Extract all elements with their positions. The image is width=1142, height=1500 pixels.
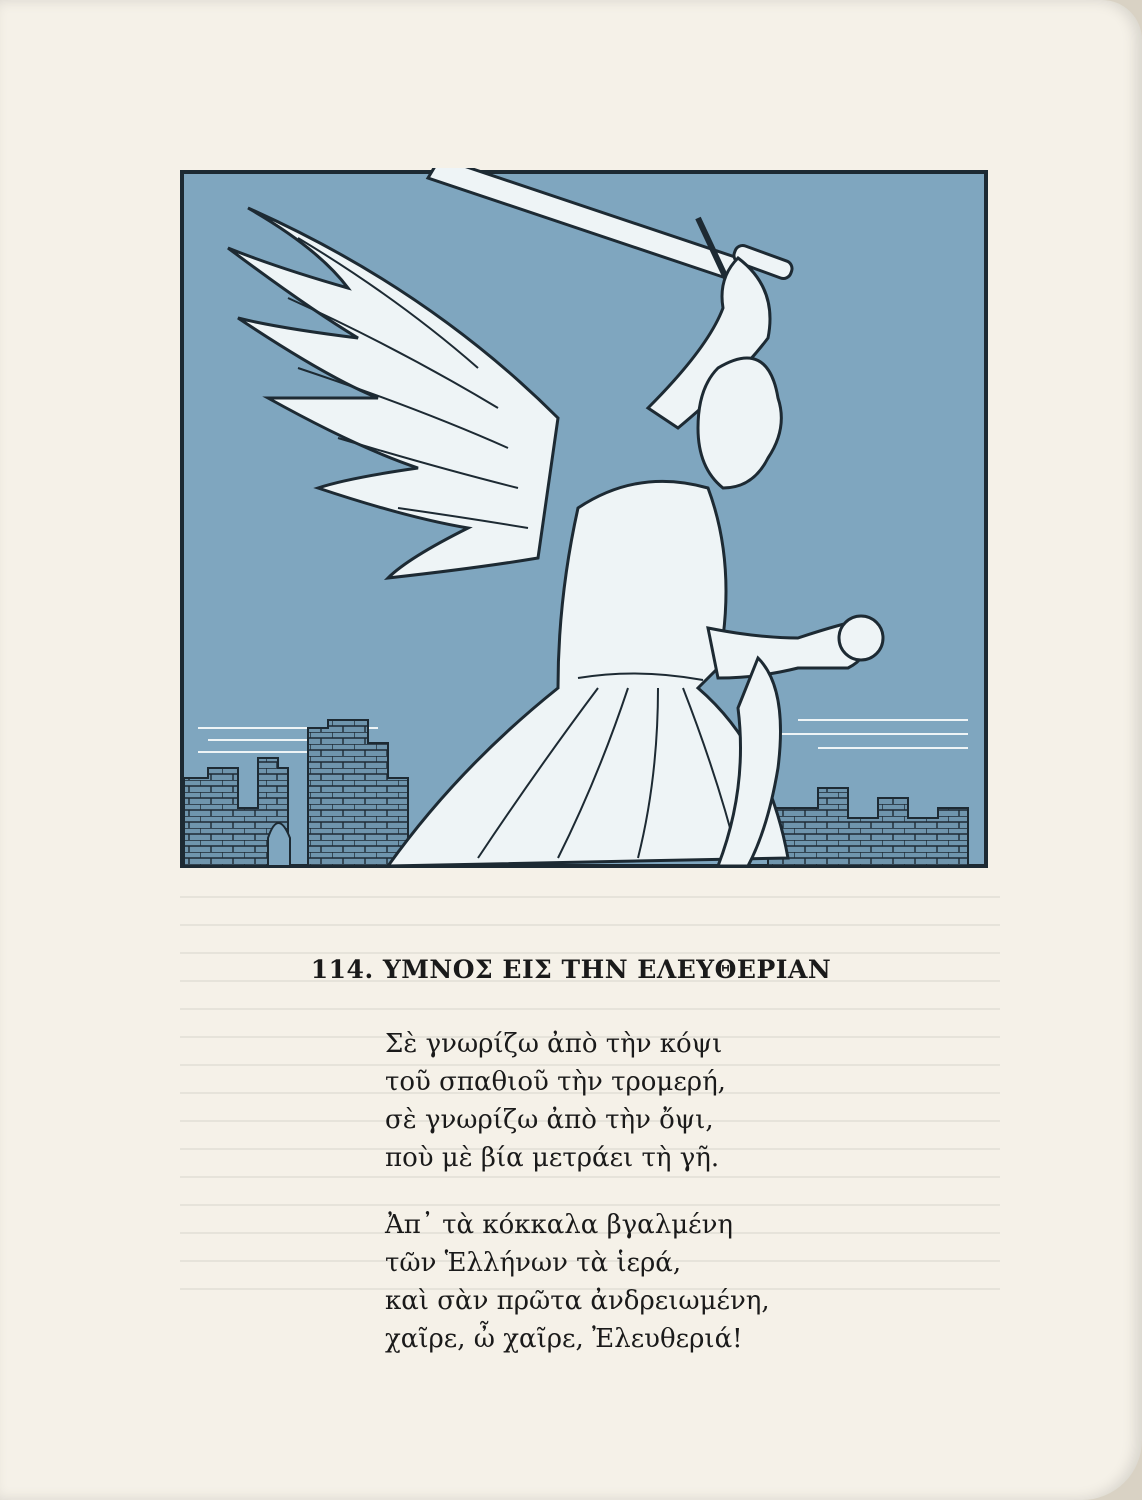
stanza-1 [385,1025,770,1177]
poem-line: Ἀπ᾽ τὰ κόκκαλα βγαλμένη [385,1210,733,1240]
poem-title: 114. ΥΜΝΟΣ ΕΙΣ ΤΗΝ ΕΛΕΥΘΕΡΙΑΝ [310,955,832,984]
poem-line: καὶ σὰν πρῶτα ἀνδρειωμένη, [385,1286,770,1316]
poem-line: σὲ γνωρίζω ἀπὸ τὴν ὄψι, [385,1105,714,1135]
poem-body [385,1025,770,1387]
poem-line: χαῖρε, ὦ χαῖρε, Ἐλευθεριά! [385,1324,743,1354]
stanza-2 [385,1206,770,1358]
poem-line: Σὲ γνωρίζω ἀπὸ τὴν κόψι [385,1029,723,1059]
poem-line: ποὺ μὲ βία μετράει τὴ γῆ. [385,1143,720,1173]
winged-liberty-with-sword-icon [178,168,990,870]
poem-line: τοῦ σπαθιοῦ τὴν τρομερή, [385,1067,726,1097]
liberty-illustration [178,168,990,870]
poem-line: τῶν Ἑλλήνων τὰ ἱερά, [385,1248,682,1278]
